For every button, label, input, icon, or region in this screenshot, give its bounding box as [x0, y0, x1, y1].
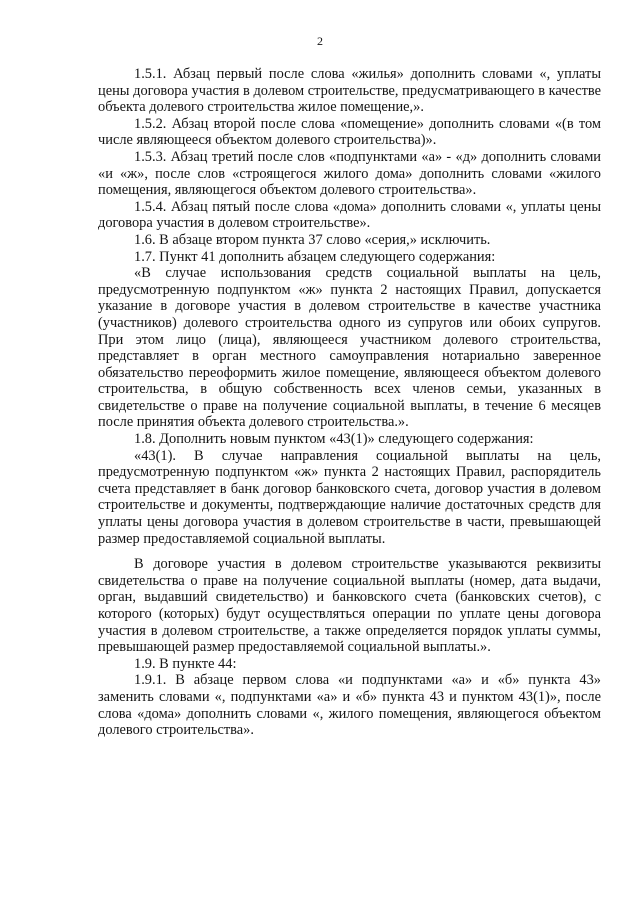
paragraph-1-9-1: 1.9.1. В абзаце первом слова «и подпунктами «а» и «б» пункта 43» заменить словами «, подпунктами «а» и «б» пункта 43 и пунктом 43(1)», после слова «дома» дополнить словами «, жилого помещения, являющегося объектом долевого строительства».: [98, 672, 601, 739]
page-number: 2: [317, 34, 323, 48]
paragraph-1-8: 1.8. Дополнить новым пунктом «43(1)» следующего содержания:: [134, 431, 534, 448]
paragraph-1-5-4: 1.5.4. Абзац пятый после слова «дома» дополнить словами «, уплаты цены договора участия в долевом строительстве».: [98, 198, 601, 232]
paragraph-1-5-2: 1.5.2. Абзац второй после слова «помещение» дополнить словами «(в том числе являющееся объектом долевого строительства)».: [98, 115, 601, 149]
paragraph-1-5-3: 1.5.3. Абзац третий после слов «подпунктами «а» - «д» дополнить словами «и «ж», после слов «строящегося жилого дома» дополнить словами «жилого помещения, являющегося объектом долевого строительства».: [98, 148, 601, 199]
quoted-paragraph-43-1-continued: В договоре участия в долевом строительстве указываются реквизиты свидетельства о праве на получение социальной выплаты (номер, дата выдачи, орган, выдавший свидетельство) и банковского счета (банковских счетов), с которого (которых) будут осуществляться операции по уплате цены договора участия в долевом строительстве, а также определяется порядок уплаты суммы, превышающей размер предоставляемой социальной выплаты.».: [98, 556, 601, 656]
paragraph-1-7: 1.7. Пункт 41 дополнить абзацем следующего содержания:: [134, 248, 496, 265]
paragraph-1-9: 1.9. В пункте 44:: [134, 655, 237, 672]
paragraph-1-6: 1.6. В абзаце втором пункта 37 слово «серия,» исключить.: [134, 231, 491, 248]
quoted-paragraph-43-1: «43(1). В случае направления социальной выплаты на цель, предусмотренную подпунктом «ж» пункта 2 настоящих Правил, распорядитель счета представляет в банк договор банковского счета, договор участия в долевом строительстве и документы, подтверждающие наличие достаточных средств для уплаты цены договора участия в долевом строительстве в части, превышающей размер предоставляемой социальной выплаты.: [98, 447, 601, 547]
quoted-paragraph-41: «В случае использования средств социальной выплаты на цель, предусмотренную подпунктом «ж» пункта 2 настоящих Правил, допускается указание в договоре участия в долевом строительстве в качестве участника (участников) долевого строительства одного из супругов или обоих супругов. При этом лицо (лица), являющееся участником долевого строительства, представляет в орган местного самоуправления нотариально заверенное обязательство переоформить жилое помещение, являющееся объектом долевого строительства, в общую собственность всех членов семьи, указанных в свидетельстве о праве на получение социальной выплаты, в течение 6 месяцев после принятия объекта долевого строительства.».: [98, 265, 601, 431]
paragraph-1-5-1: 1.5.1. Абзац первый после слова «жилья» дополнить словами «, уплаты цены договора участия в долевом строительстве, предусматривающего в качестве объекта долевого строительства жилое помещение,».: [98, 66, 601, 116]
document-body: [98, 66, 601, 739]
